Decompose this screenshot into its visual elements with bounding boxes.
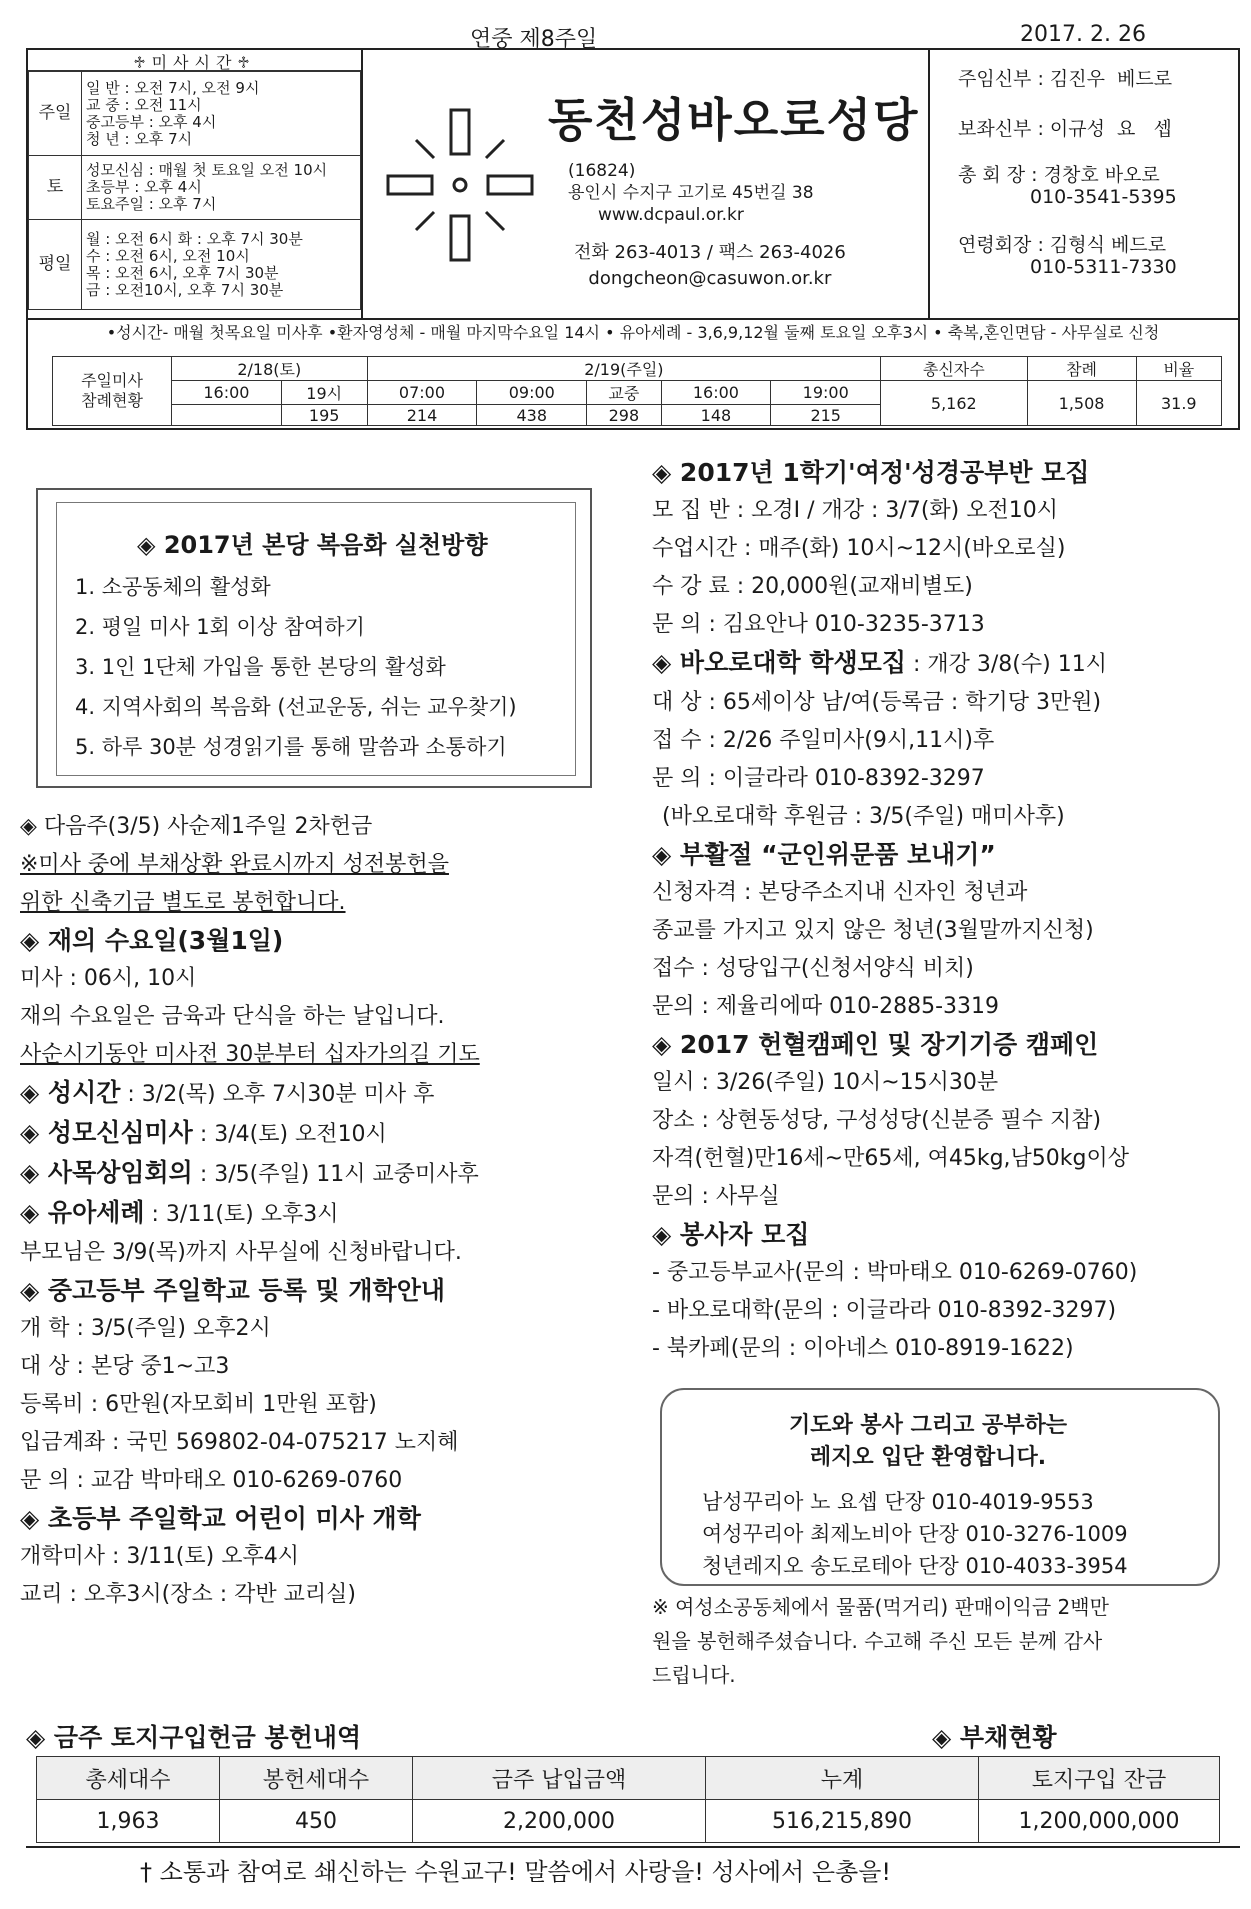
left-column xyxy=(20,808,620,1614)
gospel-item: 1. 소공동체의 활성화 xyxy=(75,575,271,599)
bible-line: 모 집 반 : 오경Ⅰ / 개강 : 3/7(화) 오전10시 xyxy=(652,498,1059,523)
attendance-time: 교중 xyxy=(587,381,661,405)
mass-line: 성모신심 : 매월 첫 토요일 오전 10시 xyxy=(86,161,328,179)
donation-title: ◈ 금주 토지구입헌금 봉헌내역 xyxy=(26,1723,362,1752)
donation-value: 1,200,000,000 xyxy=(979,1800,1220,1843)
debt-title: ◈ 부채현황 xyxy=(932,1723,1057,1752)
attendance-total: 31.9 xyxy=(1136,381,1221,426)
high-school-title: ◈ 중고등부 주일학교 등록 및 개학안내 xyxy=(20,1276,445,1305)
footer-divider xyxy=(26,1846,1240,1848)
church-logo-icon xyxy=(376,100,546,270)
thanks-line: 드립니다. xyxy=(652,1663,736,1687)
attendance-day: 2/19(주일) xyxy=(367,357,881,381)
gospel-item: 5. 하루 30분 성경읽기를 통해 말씀과 소통하기 xyxy=(75,735,507,759)
elementary-line: 교리 : 오후3시(장소 : 각반 교리실) xyxy=(20,1582,356,1607)
volunteer-line: - 바오로대학(문의 : 이글라라 010-8392-3297) xyxy=(652,1298,1117,1323)
high-school-line: 등록비 : 6만원(자모회비 1만원 포함) xyxy=(20,1392,377,1417)
mass-cat: 주일 xyxy=(29,72,82,156)
high-school-line: 입금계좌 : 국민 569802-04-075217 노지혜 xyxy=(20,1430,459,1455)
donation-table xyxy=(36,1756,1220,1843)
elementary-line: 개학미사 : 3/11(토) 오후4시 xyxy=(20,1544,299,1569)
donation-value: 1,963 xyxy=(37,1800,220,1843)
attendance-value: 438 xyxy=(477,405,587,426)
mass-line: 목 : 오전 6시, 오후 7시 30분 xyxy=(86,263,279,282)
website: www.dcpaul.or.kr xyxy=(598,205,744,225)
mass-times xyxy=(28,50,363,318)
blood-line: 문의 : 사무실 xyxy=(652,1184,780,1209)
attendance-value: 215 xyxy=(771,405,881,426)
attendance-table xyxy=(52,356,1222,426)
attendance-total: 5,162 xyxy=(881,381,1027,426)
bible-line: 수 강 료 : 20,000원(교재비별도) xyxy=(652,574,973,599)
gospel-item: 4. 지역사회의 복음화 (선교운동, 쉬는 교우찾기) xyxy=(75,695,517,719)
high-school-line: 문 의 : 교감 박마태오 010-6269-0760 xyxy=(20,1468,403,1493)
mass-line: 중고등부 : 오후 4시 xyxy=(86,112,217,131)
attendance-time: 19시 xyxy=(281,381,367,405)
attendance-value: 195 xyxy=(281,405,367,426)
mary-mass-title: ◈ 성모신심미사 xyxy=(20,1118,193,1147)
mary-mass: : 3/4(토) 오전10시 xyxy=(192,1122,387,1147)
fund-note: 위한 신축기금 별도로 봉헌합니다. xyxy=(20,890,346,915)
volunteer-title: ◈ 봉사자 모집 xyxy=(652,1220,810,1249)
date-label: 2017. 2. 26 xyxy=(1020,22,1146,47)
church-contact xyxy=(574,240,846,292)
legio-contacts xyxy=(702,1486,1128,1582)
donation-value: 516,215,890 xyxy=(706,1800,979,1843)
attendance-time: 07:00 xyxy=(367,381,477,405)
mass-line: 교 중 : 오전 11시 xyxy=(86,95,202,114)
gospel-box xyxy=(36,488,592,788)
easter-line: 접수 : 성당입구(신청서양식 비치) xyxy=(652,956,974,981)
donation-value: 2,200,000 xyxy=(413,1800,706,1843)
attendance-header: 참례 xyxy=(1027,357,1136,381)
high-school-line: 개 학 : 3/5(주일) 오후2시 xyxy=(20,1316,271,1341)
funeral-rep: 연령회장 : 김형식 베드로 xyxy=(958,234,1167,256)
easter-line: 종교를 가지고 있지 않은 청년(3월말까지신청) xyxy=(652,918,1094,943)
attendance-label: 주일미사 xyxy=(81,371,143,390)
mass-line: 수 : 오전 6시, 오전 10시 xyxy=(86,246,250,265)
legio-title xyxy=(738,1410,1118,1474)
baptism: : 3/11(토) 오후3시 xyxy=(144,1202,339,1227)
holy-hour: : 3/2(목) 오후 7시30분 미사 후 xyxy=(120,1082,435,1107)
donation-header: 토지구입 잔금 xyxy=(979,1757,1220,1800)
holy-hour-title: ◈ 성시간 xyxy=(20,1078,121,1107)
university-title: ◈ 바오로대학 학생모집 xyxy=(652,648,906,677)
gospel-list xyxy=(75,567,517,767)
mass-line: 초등부 : 오후 4시 xyxy=(86,178,202,196)
blood-line: 자격(헌혈)만16세~만65세, 여45kg,남50kg이상 xyxy=(652,1146,1129,1171)
mass-line: 금 : 오전10시, 오후 7시 30분 xyxy=(86,280,284,299)
attendance-time: 09:00 xyxy=(477,381,587,405)
attendance-header: 총신자수 xyxy=(881,357,1027,381)
attendance-time: 16:00 xyxy=(661,381,771,405)
next-week-notice: ◈ 다음주(3/5) 사순제1주일 2차헌금 xyxy=(20,814,373,839)
easter-title: ◈ 부활절 “군인위문품 보내기” xyxy=(652,840,996,869)
council-title: ◈ 사목상임회의 xyxy=(20,1158,193,1187)
attendance-value xyxy=(172,405,282,426)
bible-line: 문 의 : 김요안나 010-3235-3713 xyxy=(652,612,985,637)
blood-campaign-title: ◈ 2017 헌혈캠페인 및 장기기증 캠페인 xyxy=(652,1030,1099,1059)
footer-slogan: † 소통과 참여로 쇄신하는 수원교구! 말씀에서 사랑을! 성사에서 은총을! xyxy=(140,1858,892,1886)
ash-line: 재의 수요일은 금육과 단식을 하는 날입니다. xyxy=(20,1004,445,1029)
blood-line: 장소 : 상현동성당, 구성성당(신분증 필수 지참) xyxy=(652,1108,1102,1133)
easter-line: 문의 : 제율리에따 010-2885-3319 xyxy=(652,994,1000,1019)
notice-line: •성시간- 매월 첫목요일 미사후 •환자영성체 - 매월 마지막수요일 14시 • 유아세례 - 3,6,9,12월 둘째 토요일 오후3시 • 축복,혼인면담 - 사무실로 신청 xyxy=(26,320,1240,346)
president: 총 회 장 : 경창호 바오로 xyxy=(958,164,1160,186)
volunteer-line: - 북카페(문의 : 이아네스 010-8919-1622) xyxy=(652,1336,1074,1361)
mass-line: 월 : 오전 6시 화 : 오후 7시 30분 xyxy=(86,229,303,248)
attendance-day: 2/18(토) xyxy=(172,357,368,381)
high-school-line: 대 상 : 본당 중1~고3 xyxy=(20,1354,230,1379)
attendance-label: 참례현황 xyxy=(81,391,143,410)
mass-line: 청 년 : 오후 7시 xyxy=(86,129,193,148)
ash-line: 사순시기동안 미사전 30분부터 십자가의길 기도 xyxy=(20,1042,480,1067)
legio-contact: 남성꾸리아 노 요셉 단장 010-4019-9553 xyxy=(702,1490,1094,1514)
university-line: 문 의 : 이글라라 010-8392-3297 xyxy=(652,766,985,791)
easter-line: 신청자격 : 본당주소지내 신자인 청년과 xyxy=(652,880,1028,905)
mass-times-table xyxy=(28,71,361,310)
church-address xyxy=(568,160,814,226)
bible-line: 수업시간 : 매주(화) 10시~12시(바오로실) xyxy=(652,536,1066,561)
legio-box xyxy=(660,1388,1220,1586)
header-box xyxy=(26,48,1240,320)
fund-note: ※미사 중에 부채상환 완료시까지 성전봉헌을 xyxy=(20,852,449,877)
legio-line: 기도와 봉사 그리고 공부하는 xyxy=(788,1413,1067,1438)
assistant-pastor: 보좌신부 : 이규성 요 셉 xyxy=(958,118,1172,140)
baptism-title: ◈ 유아세례 xyxy=(20,1198,145,1227)
thanks-line: 원을 봉헌해주셨습니다. 수고해 주신 모든 분께 감사 xyxy=(652,1629,1103,1653)
donation-header: 누계 xyxy=(706,1757,979,1800)
university-line: (바오로대학 후원금 : 3/5(주일) 매미사후) xyxy=(662,804,1065,829)
gospel-inner xyxy=(56,502,576,776)
donation-table-wrap xyxy=(36,1756,1220,1843)
attendance-value: 298 xyxy=(587,405,661,426)
elementary-title: ◈ 초등부 주일학교 어린이 미사 개학 xyxy=(20,1504,421,1533)
donation-header: 금주 납입금액 xyxy=(413,1757,706,1800)
church-name: 동천성바오로성당 xyxy=(548,93,920,147)
council: : 3/5(주일) 11시 교중미사후 xyxy=(192,1162,479,1187)
attendance-time: 16:00 xyxy=(172,381,282,405)
mass-line: 토요주일 : 오후 7시 xyxy=(86,195,217,213)
gospel-title: ◈ 2017년 본당 복음화 실천방향 xyxy=(137,531,488,559)
ash-line: 미사 : 06시, 10시 xyxy=(20,966,197,991)
president-phone: 010-3541-5395 xyxy=(1030,186,1177,208)
university-line: 접 수 : 2/26 주일미사(9시,11시)후 xyxy=(652,728,995,753)
attendance-value: 214 xyxy=(367,405,477,426)
bible-study-title: ◈ 2017년 1학기'여정'성경공부반 모집 xyxy=(652,458,1090,487)
donation-header: 봉헌세대수 xyxy=(220,1757,413,1800)
right-column xyxy=(652,454,1242,1368)
funeral-rep-phone: 010-5311-7330 xyxy=(1030,256,1177,278)
phone: 전화 263-4013 / 팩스 263-4026 xyxy=(574,242,846,263)
attendance-time: 19:00 xyxy=(771,381,881,405)
donation-header: 총세대수 xyxy=(37,1757,220,1800)
thanks-line: ※ 여성소공동체에서 물품(먹거리) 판매이익금 2백만 xyxy=(652,1595,1109,1619)
mass-cat: 토 xyxy=(29,156,82,220)
gospel-item: 3. 1인 1단체 가입을 통한 본당의 활성화 xyxy=(75,655,446,679)
attendance-value: 148 xyxy=(661,405,771,426)
mass-times-title: ♱미사시간♱ xyxy=(28,50,361,71)
university-line: 대 상 : 65세이상 남/여(등록금 : 학기당 3만원) xyxy=(652,690,1102,715)
university-open: : 개강 3/8(수) 11시 xyxy=(905,652,1107,677)
week-label: 연중 제8주일 xyxy=(470,27,598,52)
mass-cat: 평일 xyxy=(29,220,82,310)
postcode: (16824) xyxy=(568,161,636,181)
blood-line: 일시 : 3/26(주일) 10시~15시30분 xyxy=(652,1070,999,1095)
donation-value: 450 xyxy=(220,1800,413,1843)
ash-wednesday-title: ◈ 재의 수요일(3월1일) xyxy=(20,926,284,955)
address: 용인시 수지구 고기로 45번길 38 xyxy=(568,183,814,203)
pastor: 주임신부 : 김진우 베드로 xyxy=(958,68,1173,90)
gospel-item: 2. 평일 미사 1회 이상 참여하기 xyxy=(75,615,365,639)
legio-contact: 청년레지오 송도로테아 단장 010-4033-3954 xyxy=(702,1554,1128,1578)
attendance-header: 비율 xyxy=(1136,357,1221,381)
thanks-note xyxy=(652,1590,1109,1692)
attendance-box xyxy=(26,346,1240,430)
volunteer-line: - 중고등부교사(문의 : 박마태오 010-6269-0760) xyxy=(652,1260,1138,1285)
attendance-total: 1,508 xyxy=(1027,381,1136,426)
legio-line: 레지오 입단 환영합니다. xyxy=(809,1445,1047,1470)
baptism-note: 부모님은 3/9(목)까지 사무실에 신청바랍니다. xyxy=(20,1240,462,1265)
email: dongcheon@casuwon.or.kr xyxy=(588,268,832,289)
legio-contact: 여성꾸리아 최제노비아 단장 010-3276-1009 xyxy=(702,1522,1128,1546)
staff-box xyxy=(928,50,1242,318)
mass-line: 일 반 : 오전 7시, 오전 9시 xyxy=(86,78,260,97)
